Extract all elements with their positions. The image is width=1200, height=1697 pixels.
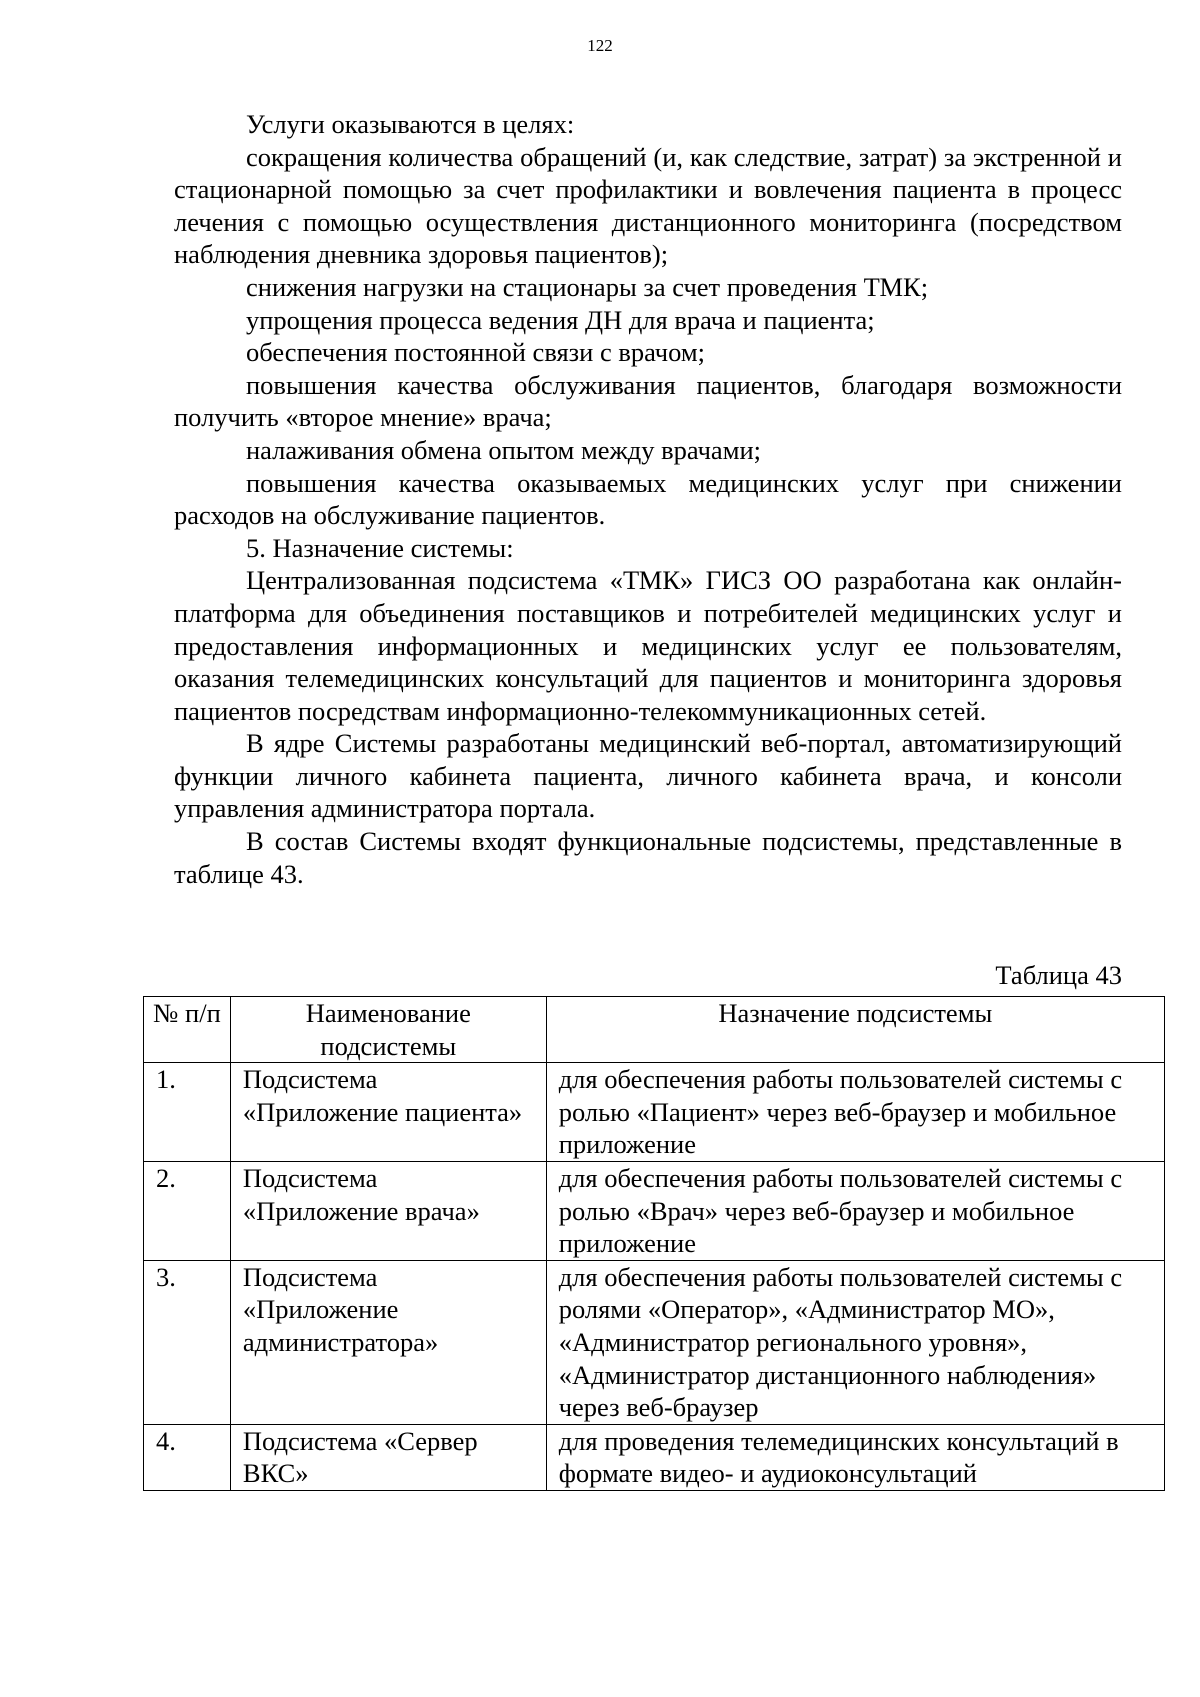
- row-purpose: для проведения телемедицинских консультаций в формате видео- и аудиоконсультаций: [546, 1424, 1164, 1490]
- section-heading: 5. Назначение системы:: [246, 532, 514, 563]
- paragraph: В ядре Системы разработаны медицинский веб-портал, автоматизирующий функции личного кабинета пациента, личного кабинета врача, и консоли управления администратора портала.: [174, 728, 1122, 824]
- page-number: 122: [587, 36, 613, 55]
- paragraph: повышения качества обслуживания пациентов, благодаря возможности получить «второе мнение» врача;: [174, 369, 1122, 433]
- row-number: 1.: [144, 1063, 231, 1162]
- row-name: Подсистема «Приложение пациента»: [230, 1063, 546, 1162]
- row-name: Подсистема «Приложение администратора»: [230, 1260, 546, 1424]
- table-row: [144, 1260, 1165, 1424]
- row-purpose: для обеспечения работы пользователей системы с ролью «Врач» через веб-браузер и мобильное приложение: [546, 1161, 1164, 1260]
- table-caption: Таблица 43: [995, 960, 1122, 990]
- paragraph: снижения нагрузки на стационары за счет проведения ТМК;: [246, 271, 929, 302]
- table-row: [144, 1424, 1165, 1490]
- body-text: [174, 108, 1122, 890]
- header-number: № п/п: [144, 997, 231, 1063]
- row-purpose: для обеспечения работы пользователей системы с ролями «Оператор», «Администратор МО», «Администратор регионального уровня», «Администратор дистанционного наблюдения» через веб-браузер: [546, 1260, 1164, 1424]
- paragraph: упрощения процесса ведения ДН для врача и пациента;: [246, 304, 875, 335]
- row-number: 3.: [144, 1260, 231, 1424]
- paragraph: сокращения количества обращений (и, как следствие, затрат) за экстренной и стационарной помощью за счет профилактики и вовлечения пациента в процесс лечения с помощью осуществления дистанционного мониторинга (посредством наблюдения дневника здоровья пациентов);: [174, 141, 1122, 270]
- paragraph: Централизованная подсистема «ТМК» ГИСЗ ОО разработана как онлайн-платформа для объединения поставщиков и потребителей медицинских услуг и предоставления информационных и медицинских услуг ее пользователям, оказания телемедицинских консультаций для пациентов и мониторинга здоровья пациентов посредствам информационно-телекоммуникационных сетей.: [174, 565, 1122, 726]
- row-number: 2.: [144, 1161, 231, 1260]
- header-purpose: Назначение подсистемы: [546, 997, 1164, 1063]
- header-name: Наименование подсистемы: [230, 997, 546, 1063]
- paragraph: В состав Системы входят функциональные подсистемы, представленные в таблице 43.: [174, 826, 1122, 889]
- paragraph: обеспечения постоянной связи с врачом;: [246, 337, 706, 368]
- paragraph: налаживания обмена опытом между врачами;: [246, 434, 762, 465]
- row-number: 4.: [144, 1424, 231, 1490]
- subsystems-table: [143, 996, 1165, 1491]
- row-purpose: для обеспечения работы пользователей системы с ролью «Пациент» через веб-браузер и мобильное приложение: [546, 1063, 1164, 1162]
- row-name: Подсистема «Приложение врача»: [230, 1161, 546, 1260]
- paragraph: повышения качества оказываемых медицинских услуг при снижении расходов на обслуживание пациентов.: [174, 467, 1122, 531]
- table-header-row: [144, 997, 1165, 1063]
- row-name: Подсистема «Сервер ВКС»: [230, 1424, 546, 1490]
- table-row: [144, 1161, 1165, 1260]
- table-row: [144, 1063, 1165, 1162]
- paragraph: Услуги оказываются в целях:: [246, 109, 575, 139]
